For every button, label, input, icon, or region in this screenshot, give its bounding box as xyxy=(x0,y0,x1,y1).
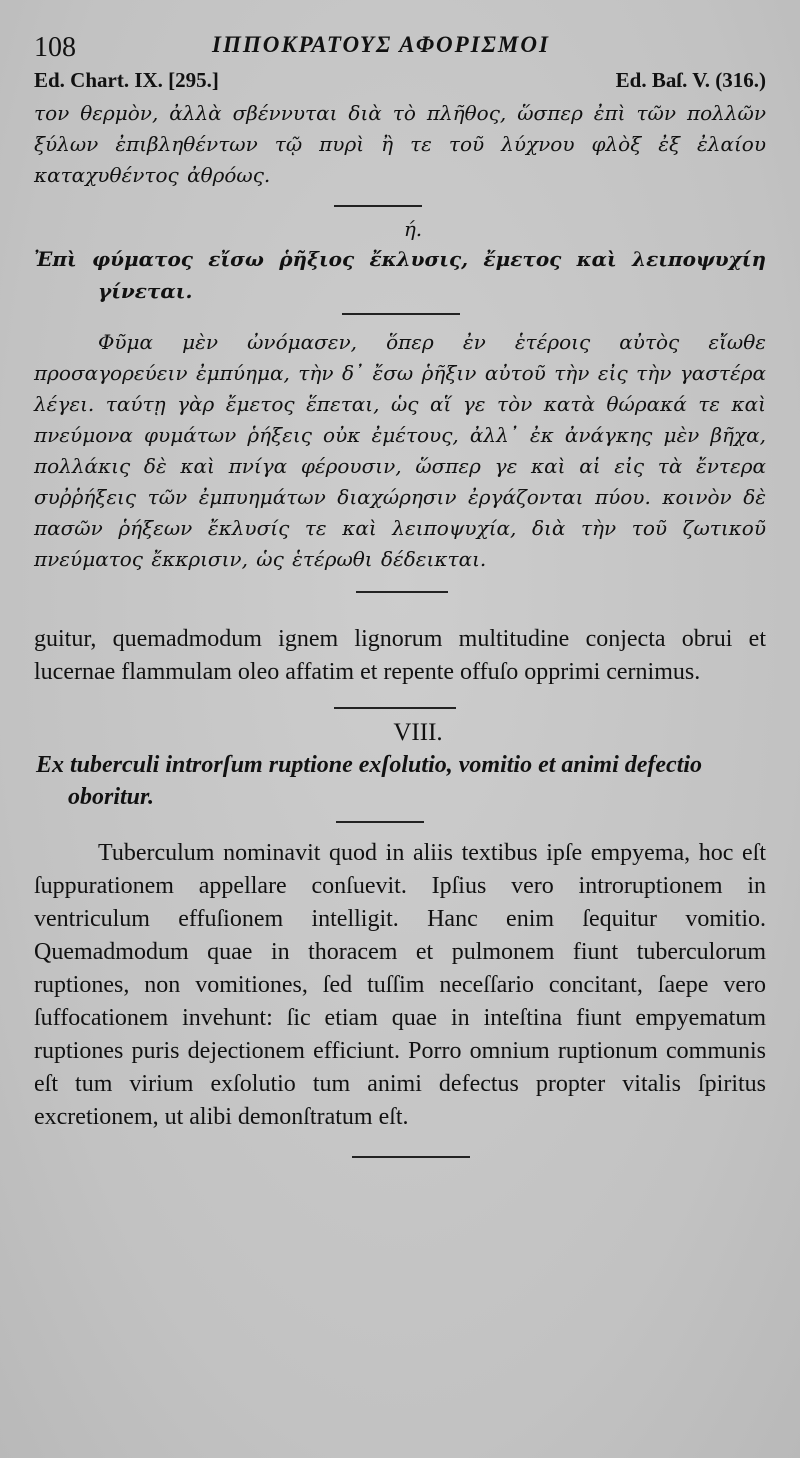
running-title: ΙΠΠΟΚΡΑΤΟΥΣ ΑΦΟΡΙΣΜΟΙ xyxy=(212,32,550,57)
greek-commentary-text: Φῦμα μὲν ὠνόμασεν, ὅπερ ἐν ἑτέροις αὐτὸς εἴωθε προσαγορεύειν ἐμπύημα, τὴν δ᾽ ἔσω ῥῆξιν αὐτοῦ τὴν εἰς τὴν γαστέρα λέγει. ταύτῃ γὰρ ἔμετος ἕπεται, ὡς αἵ γε τὸν κατὰ θώρακά τε καὶ πνεύμονα φυμάτων ῥήξεις οὐκ ἐμέτους, ἀλλ᾽ ἐκ ἀνάγκης μὲν βῆχα, πολλάκις δὲ καὶ πνίγα φέρουσιν, ὥσπερ γε καὶ αἱ εἰς τὰ ἔντερα συῤῥήξεις τῶν ἐμπυημάτων διαχώρησιν ἐργάζονται πύου. κοινὸν δὲ πασῶν ῥήξεων ἔκλυσίς τε καὶ λειποψυχία, διὰ τὴν τοῦ ζωτικοῦ πνεύματος ἔκκρισιν, ὡς ἑτέρωθι δέδεικται. xyxy=(34,330,766,571)
latin-continuation-text: guitur, quemadmodum ignem lignorum multitudine conjecta obrui et lucernae flammulam oleo affatim et repente offuſo opprimi cernimus. xyxy=(34,626,766,685)
aphorism-divider xyxy=(342,313,460,315)
greek-continuation xyxy=(34,98,766,191)
edition-basel: Ed. Baſ. V. (316.) xyxy=(615,68,766,92)
section-divider xyxy=(334,205,422,207)
running-head xyxy=(34,28,766,68)
page-number: 108 xyxy=(34,32,76,63)
edition-references xyxy=(34,68,766,98)
greek-commentary xyxy=(34,327,766,575)
aphorism-divider-latin xyxy=(336,821,424,823)
greek-section-number: ή. xyxy=(403,217,423,241)
latin-section-number: VIII. xyxy=(393,719,443,746)
latin-commentary-text: Tuberculum nominavit quod in aliis textibus ipſe empyema, hoc eſt ſuppurationem appellare conſuevit. Ipſius vero introruptionem in ventriculum effuſionem intelligit. Hanc enim ſequitur vomitio. Quemadmodum quae in thoracem et pulmonem fiunt tuberculorum ruptiones, non vomitiones, ſed tuſſim neceſſario concitant, ſaepe vero ſuffocationem invehunt: ſic etiam quae in inteſtina fiunt empyematum ruptiones puris dejectionem efficiunt. Porro omnium ruptionum communis eſt tum virium exſolutio tum animi defectus propter vitalis ſpiritus excretionem, ut alibi demonſtratum eſt. xyxy=(34,840,766,1130)
latin-aphorism: Ex tuberculi introrſum ruptione exſolutio, vomitio et animi defectio oboritur. xyxy=(36,752,703,810)
latin-commentary xyxy=(34,837,766,1134)
latin-continuation xyxy=(34,623,766,689)
greek-continuation-text: τον θερμὸν, ἀλλὰ σβέννυται διὰ τὸ πλῆθος, ὥσπερ ἐπὶ τῶν πολλῶν ξύλων ἐπιβληθέντων τῷ πυρὶ ἢ τε τοῦ λύχνου φλὸξ ἐξ ἐλαίου καταχυθέντος ἀθρόως. xyxy=(34,101,766,187)
edition-chartier: Ed. Chart. IX. [295.] xyxy=(34,68,219,92)
end-divider xyxy=(352,1156,470,1158)
greek-aphorism: Ἐπὶ φύματος εἴσω ῥῆξιος ἔκλυσις, ἔμετος καὶ λειποψυχίη γίνεται. xyxy=(34,247,766,303)
language-divider xyxy=(356,591,448,593)
section-divider-latin xyxy=(334,707,456,709)
